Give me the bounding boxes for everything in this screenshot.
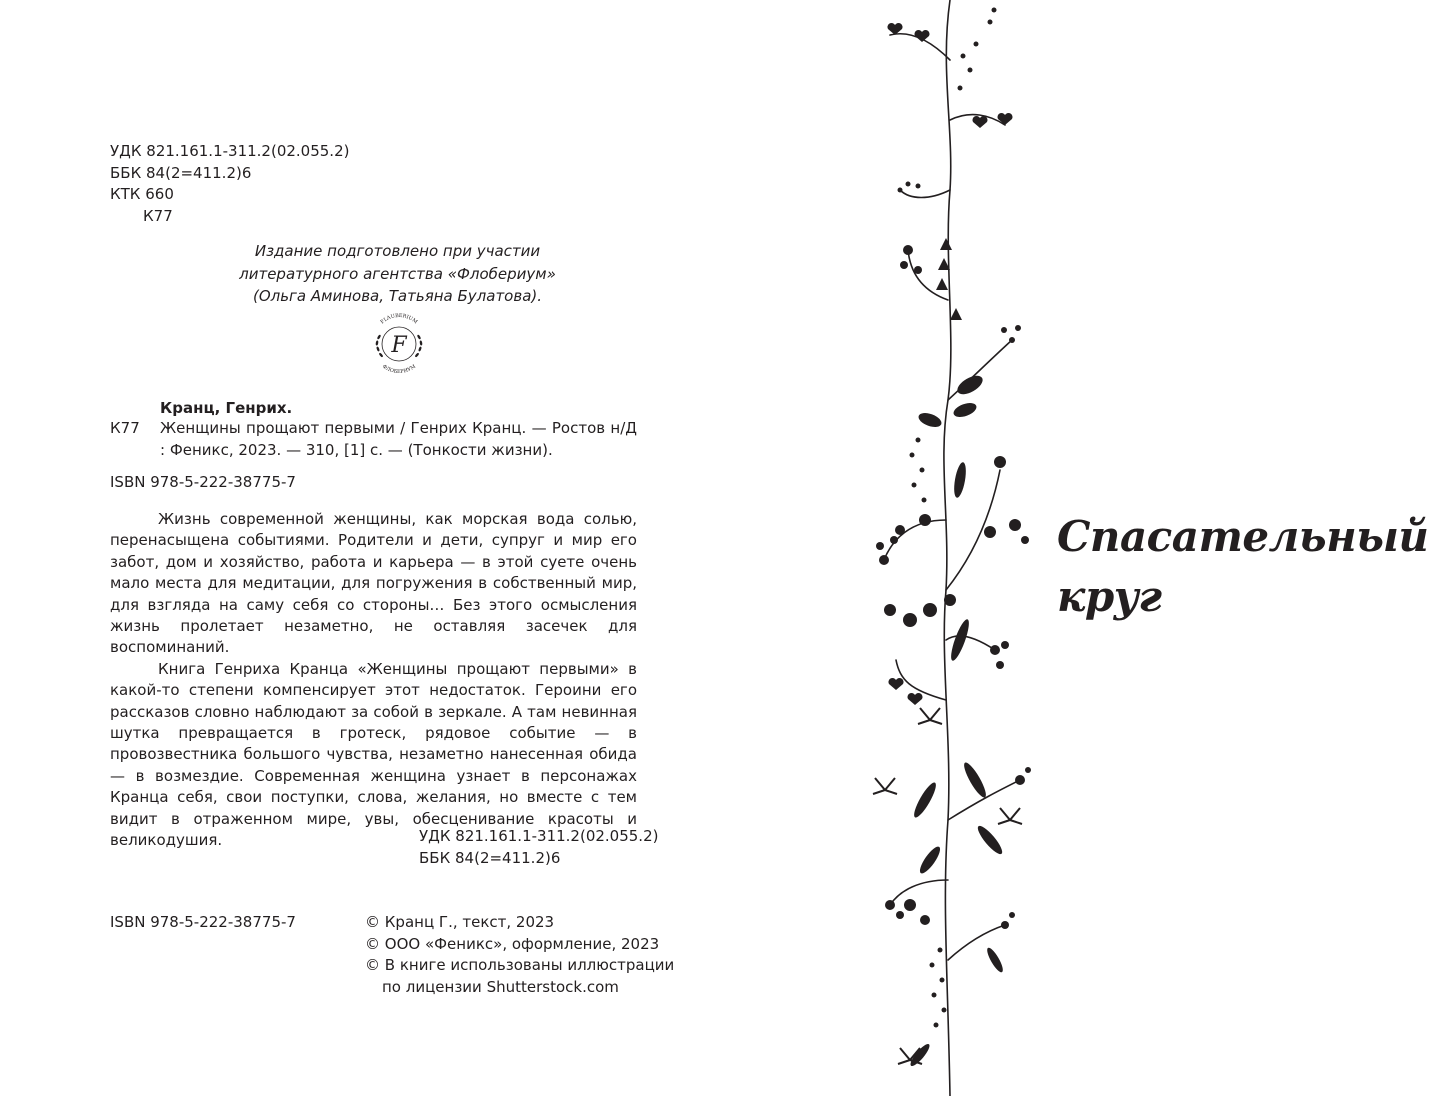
ktk-code: КТК 660 — [110, 185, 174, 203]
right-page — [730, 0, 1445, 1096]
copyright-line: © ООО «Феникс», оформление, 2023 — [365, 934, 660, 953]
udk-code: УДК 821.161.1-311.2(02.055.2) — [419, 827, 659, 845]
udk-code: УДК 821.161.1-311.2(02.055.2) — [110, 142, 350, 160]
bbk-code: ББК 84(2=411.2)6 — [110, 163, 252, 182]
author-heading: Кранц, Генрих. — [160, 399, 293, 417]
bbk-code: ББК 84(2=411.2)6 — [419, 848, 561, 867]
isbn-bottom: ISBN 978-5-222-38775-7 — [110, 913, 296, 931]
chapter-title-line: Спасательный — [1057, 512, 1429, 561]
logo-letter: F — [391, 333, 407, 358]
author-mark: К77 — [143, 206, 173, 225]
description-paragraph: Книга Генриха Кранца «Женщины прощают первыми» в какой-то степени компенсирует этот недостаток. Героини его рассказов словно наблюдают за собой в зеркале. А там невинная шутка превращается в гротеск, рядовое событие — в провозвестника большого чувства, незаметно нанесенная обида — в возмездие. Современная женщина узнает в персонажах Кранца себя, свои поступки, слова, желания, но вместе с тем видит в отраженном мире, увы, обесценивание красоты и великодушия. — [110, 659, 637, 850]
chapter-title — [1057, 507, 1428, 627]
description-paragraph: Жизнь современной женщины, как морская вода солью, перенасыщена событиями. Родители и дети, супруг и мир его забот, дом и хозяйство, работа и карьера — в этой суете очень мало места для медитации, для погружения в собственный мир, для взгляда на саму себя со стороны… Без этого осмысления жизнь пролетает незаметно, не оставляя засечек для воспоминаний. — [110, 510, 637, 657]
svg-text:FLAUBERIUM — [380, 313, 419, 325]
isbn-top: ISBN 978-5-222-38775-7 — [110, 473, 296, 491]
author-mark-inline: К77 — [110, 419, 140, 437]
logo-top-text: FLAUBERIUM — [379, 312, 419, 326]
copyright-line: © Кранц Г., текст, 2023 — [365, 913, 555, 931]
copyright-block — [365, 912, 674, 998]
copyright-line: по лицензии Shutterstock.com — [382, 977, 619, 996]
classification-codes-bottom — [419, 826, 658, 869]
flauberium-logo — [359, 311, 439, 375]
classification-codes — [110, 141, 349, 227]
copyright-line: © В книге использованы иллюстрации — [365, 956, 675, 974]
bibliographic-record: Женщины прощают первыми / Генрих Кранц. — Ростов н/Д : Феникс, 2023. — 310, [1] с. — (Тонкости жизни). — [160, 419, 637, 459]
chapter-title-line: круг — [1057, 572, 1162, 621]
agency-note-line: Издание подготовлено при участии — [254, 242, 541, 260]
svg-text:ФЛОБЕРИУМ — [381, 364, 417, 375]
agency-note-line: (Ольга Аминова, Татьяна Булатова). — [252, 287, 543, 305]
agency-note-line: литературного агентства «Флобериум» — [239, 264, 556, 283]
logo-bottom-text: ФЛОБЕРИУМ — [381, 363, 417, 375]
agency-note — [150, 240, 645, 308]
floral-vine-icon — [800, 0, 1040, 1096]
book-description — [110, 509, 637, 852]
